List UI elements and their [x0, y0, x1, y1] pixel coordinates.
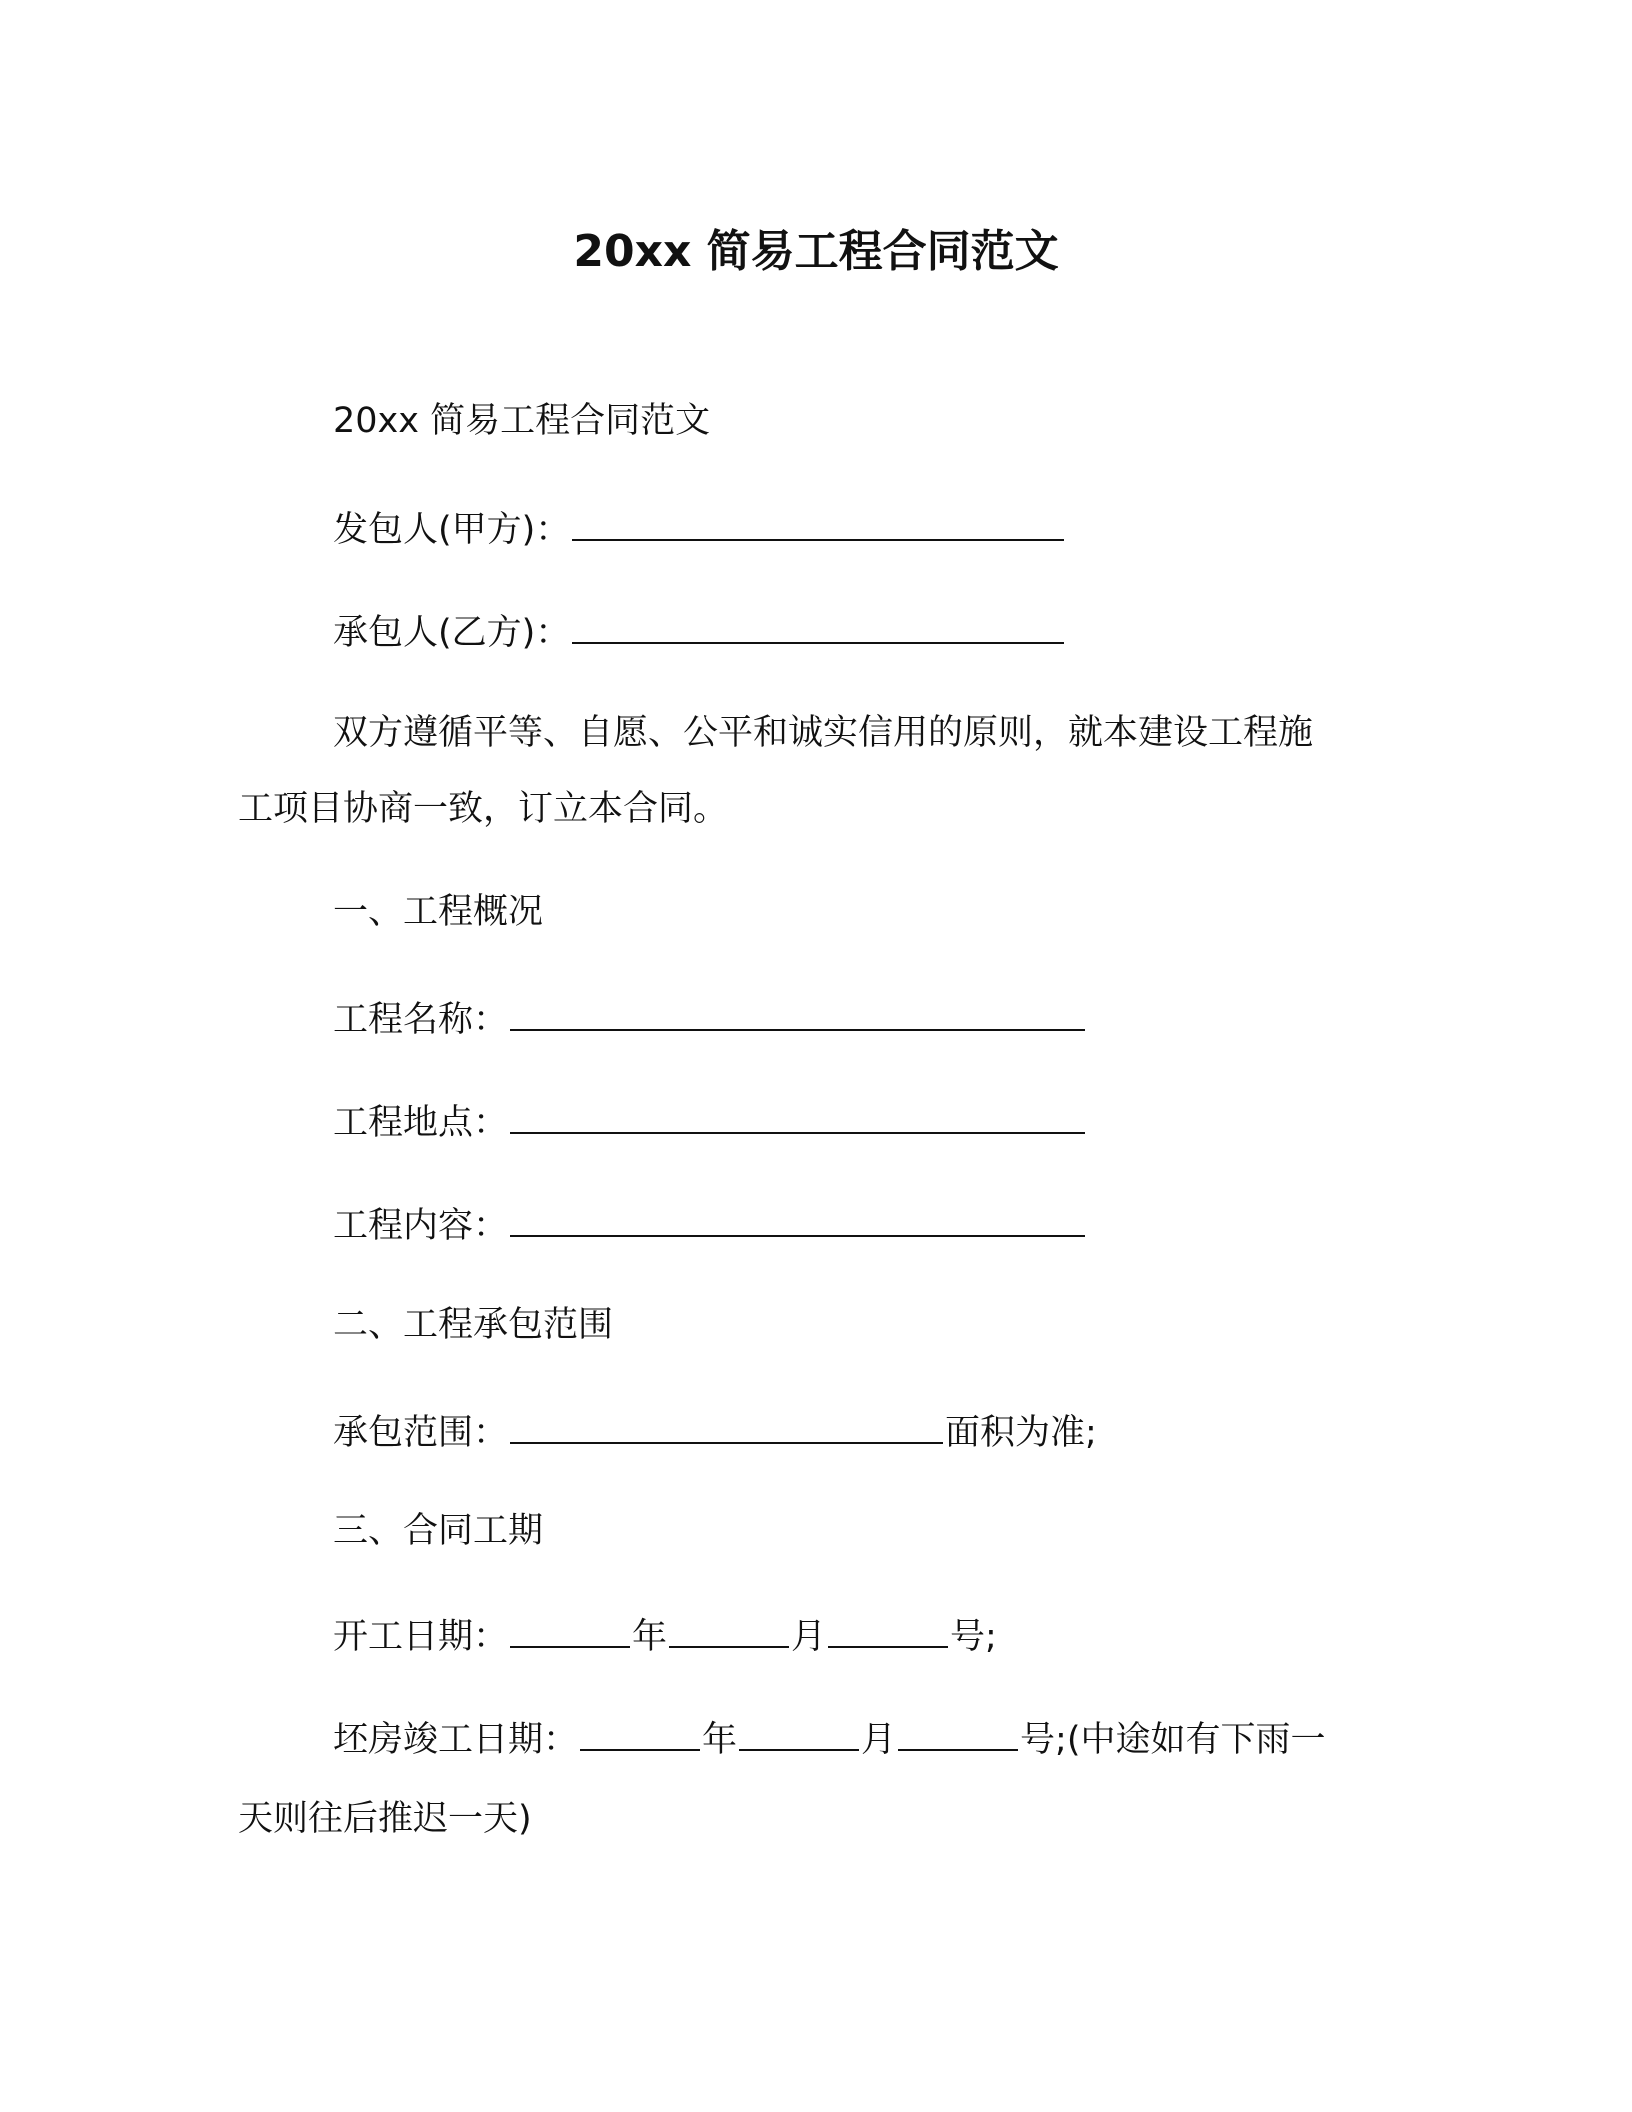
intro-line-2: 工项目协商一致，订立本合同。 — [238, 789, 729, 829]
end-date-label: 坯房竣工日期： — [333, 1720, 579, 1760]
intro-line-1: 双方遵循平等、自愿、公平和诚实信用的原则，就本建设工程施 — [333, 713, 1314, 753]
end-month-blank[interactable] — [739, 1715, 859, 1751]
project-location-blank[interactable] — [510, 1098, 1085, 1134]
party-b-blank[interactable] — [572, 608, 1064, 644]
end-date-row — [333, 1715, 1326, 1765]
project-content-label: 工程内容： — [333, 1206, 509, 1246]
start-day-blank[interactable] — [828, 1612, 948, 1648]
start-month-label: 月 — [791, 1617, 827, 1657]
start-date-row — [333, 1612, 997, 1662]
document-title: 20xx 简易工程合同范文 — [573, 226, 1059, 277]
start-year-blank[interactable] — [510, 1612, 630, 1648]
project-name-blank[interactable] — [510, 995, 1085, 1031]
end-month-label: 月 — [861, 1720, 897, 1760]
project-content-row — [333, 1201, 1087, 1251]
party-a-label: 发包人(甲方)： — [333, 510, 571, 550]
project-location-row — [333, 1098, 1087, 1148]
scope-blank[interactable] — [510, 1408, 943, 1444]
project-name-label: 工程名称： — [333, 1000, 509, 1040]
end-day-suffix: 号;(中途如有下雨一 — [1020, 1720, 1326, 1760]
scope-label: 承包范围： — [333, 1413, 509, 1453]
start-month-blank[interactable] — [669, 1612, 789, 1648]
project-content-blank[interactable] — [510, 1201, 1085, 1237]
party-b-label: 承包人(乙方)： — [333, 613, 571, 653]
start-year-label: 年 — [632, 1617, 668, 1657]
section1-heading: 一、工程概况 — [333, 892, 544, 932]
section2-heading: 二、工程承包范围 — [333, 1305, 614, 1345]
section3-heading: 三、合同工期 — [333, 1511, 544, 1551]
scope-row — [333, 1408, 1097, 1458]
party-a-blank[interactable] — [572, 505, 1064, 541]
end-year-blank[interactable] — [580, 1715, 700, 1751]
scope-suffix: 面积为准; — [945, 1413, 1097, 1453]
start-date-label: 开工日期： — [333, 1617, 509, 1657]
project-location-label: 工程地点： — [333, 1103, 509, 1143]
document-subtitle: 20xx 简易工程合同范文 — [333, 401, 711, 441]
end-day-blank[interactable] — [898, 1715, 1018, 1751]
end-year-label: 年 — [702, 1720, 738, 1760]
project-name-row — [333, 995, 1087, 1045]
start-day-label: 号; — [950, 1617, 997, 1657]
party-b-row — [333, 608, 1066, 658]
party-a-row — [333, 505, 1066, 555]
end-date-note: 天则往后推迟一天) — [238, 1799, 532, 1839]
